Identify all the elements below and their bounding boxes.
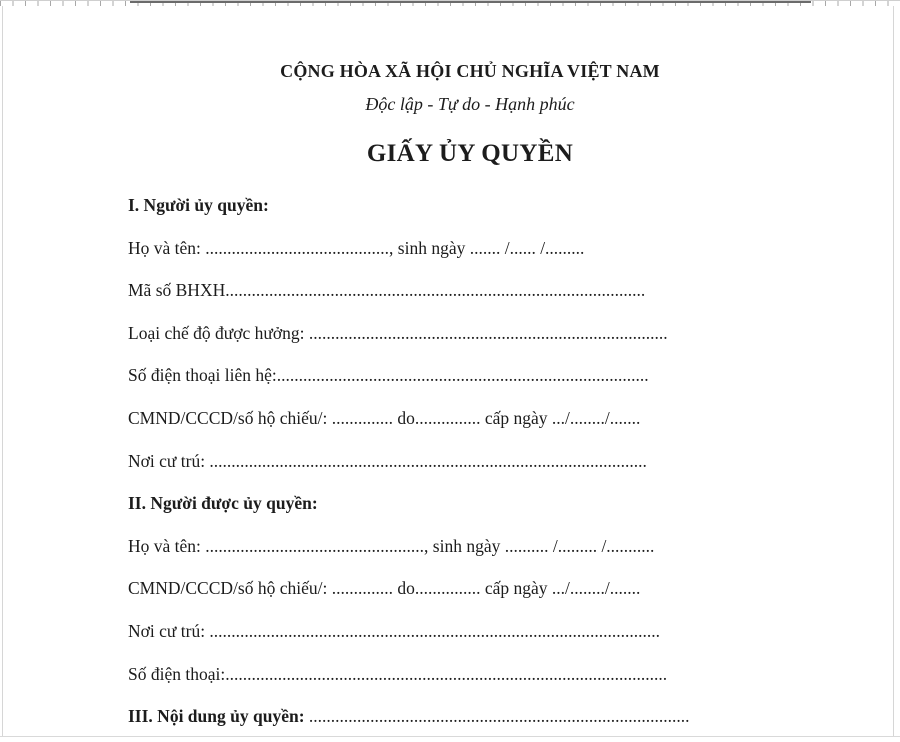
page-left-edge [2,6,3,736]
field-id-number-authorized: CMND/CCCD/số hộ chiếu/: .............. do............... cấp ngày .../......../....... [128,578,641,599]
form-lines [128,184,812,738]
field-phone-authorized: Số điện thoại:..................................................................................................... [128,663,668,684]
field-contact-phone: Số điện thoại liên hệ:..................................................................................... [128,365,649,386]
national-motto: Độc lập - Tự do - Hạnh phúc [365,94,575,114]
field-benefit-type: Loại chế độ được hưởng: .................................................................................. [128,322,668,343]
page-right-edge [893,6,894,736]
document-title: GIẤY ỦY QUYỀN [366,140,574,167]
section-heading-authorized: II. Người được ủy quyền: [128,493,318,514]
section-heading-authorizer: I. Người ủy quyền: [128,195,269,215]
authorization-content-label: III. Nội dung ủy quyền: [128,706,309,727]
field-fullname-authorizer: Họ và tên: .........................................., sinh ngày ....... /...... /......... [128,237,585,258]
field-residence-authorizer: Nơi cư trú: .................................................................................................... [128,450,647,471]
authorization-content-dots: ....................................................................................... [308,706,690,727]
section-heading-authorization-content [128,695,812,738]
field-social-insurance-number: Mã số BHXH................................................................................................ [128,280,646,301]
field-id-number-authorizer: CMND/CCCD/số hộ chiếu/: .............. do............... cấp ngày .../......../....... [128,407,641,428]
field-fullname-authorized: Họ và tên: .................................................., sinh ngày .......... /......... /........... [128,535,655,556]
document-body [128,0,812,736]
national-header: CỘNG HÒA XÃ HỘI CHỦ NGHĨA VIỆT NAM [280,61,660,81]
field-residence-authorized: Nơi cư trú: ....................................................................................................... [128,620,661,641]
